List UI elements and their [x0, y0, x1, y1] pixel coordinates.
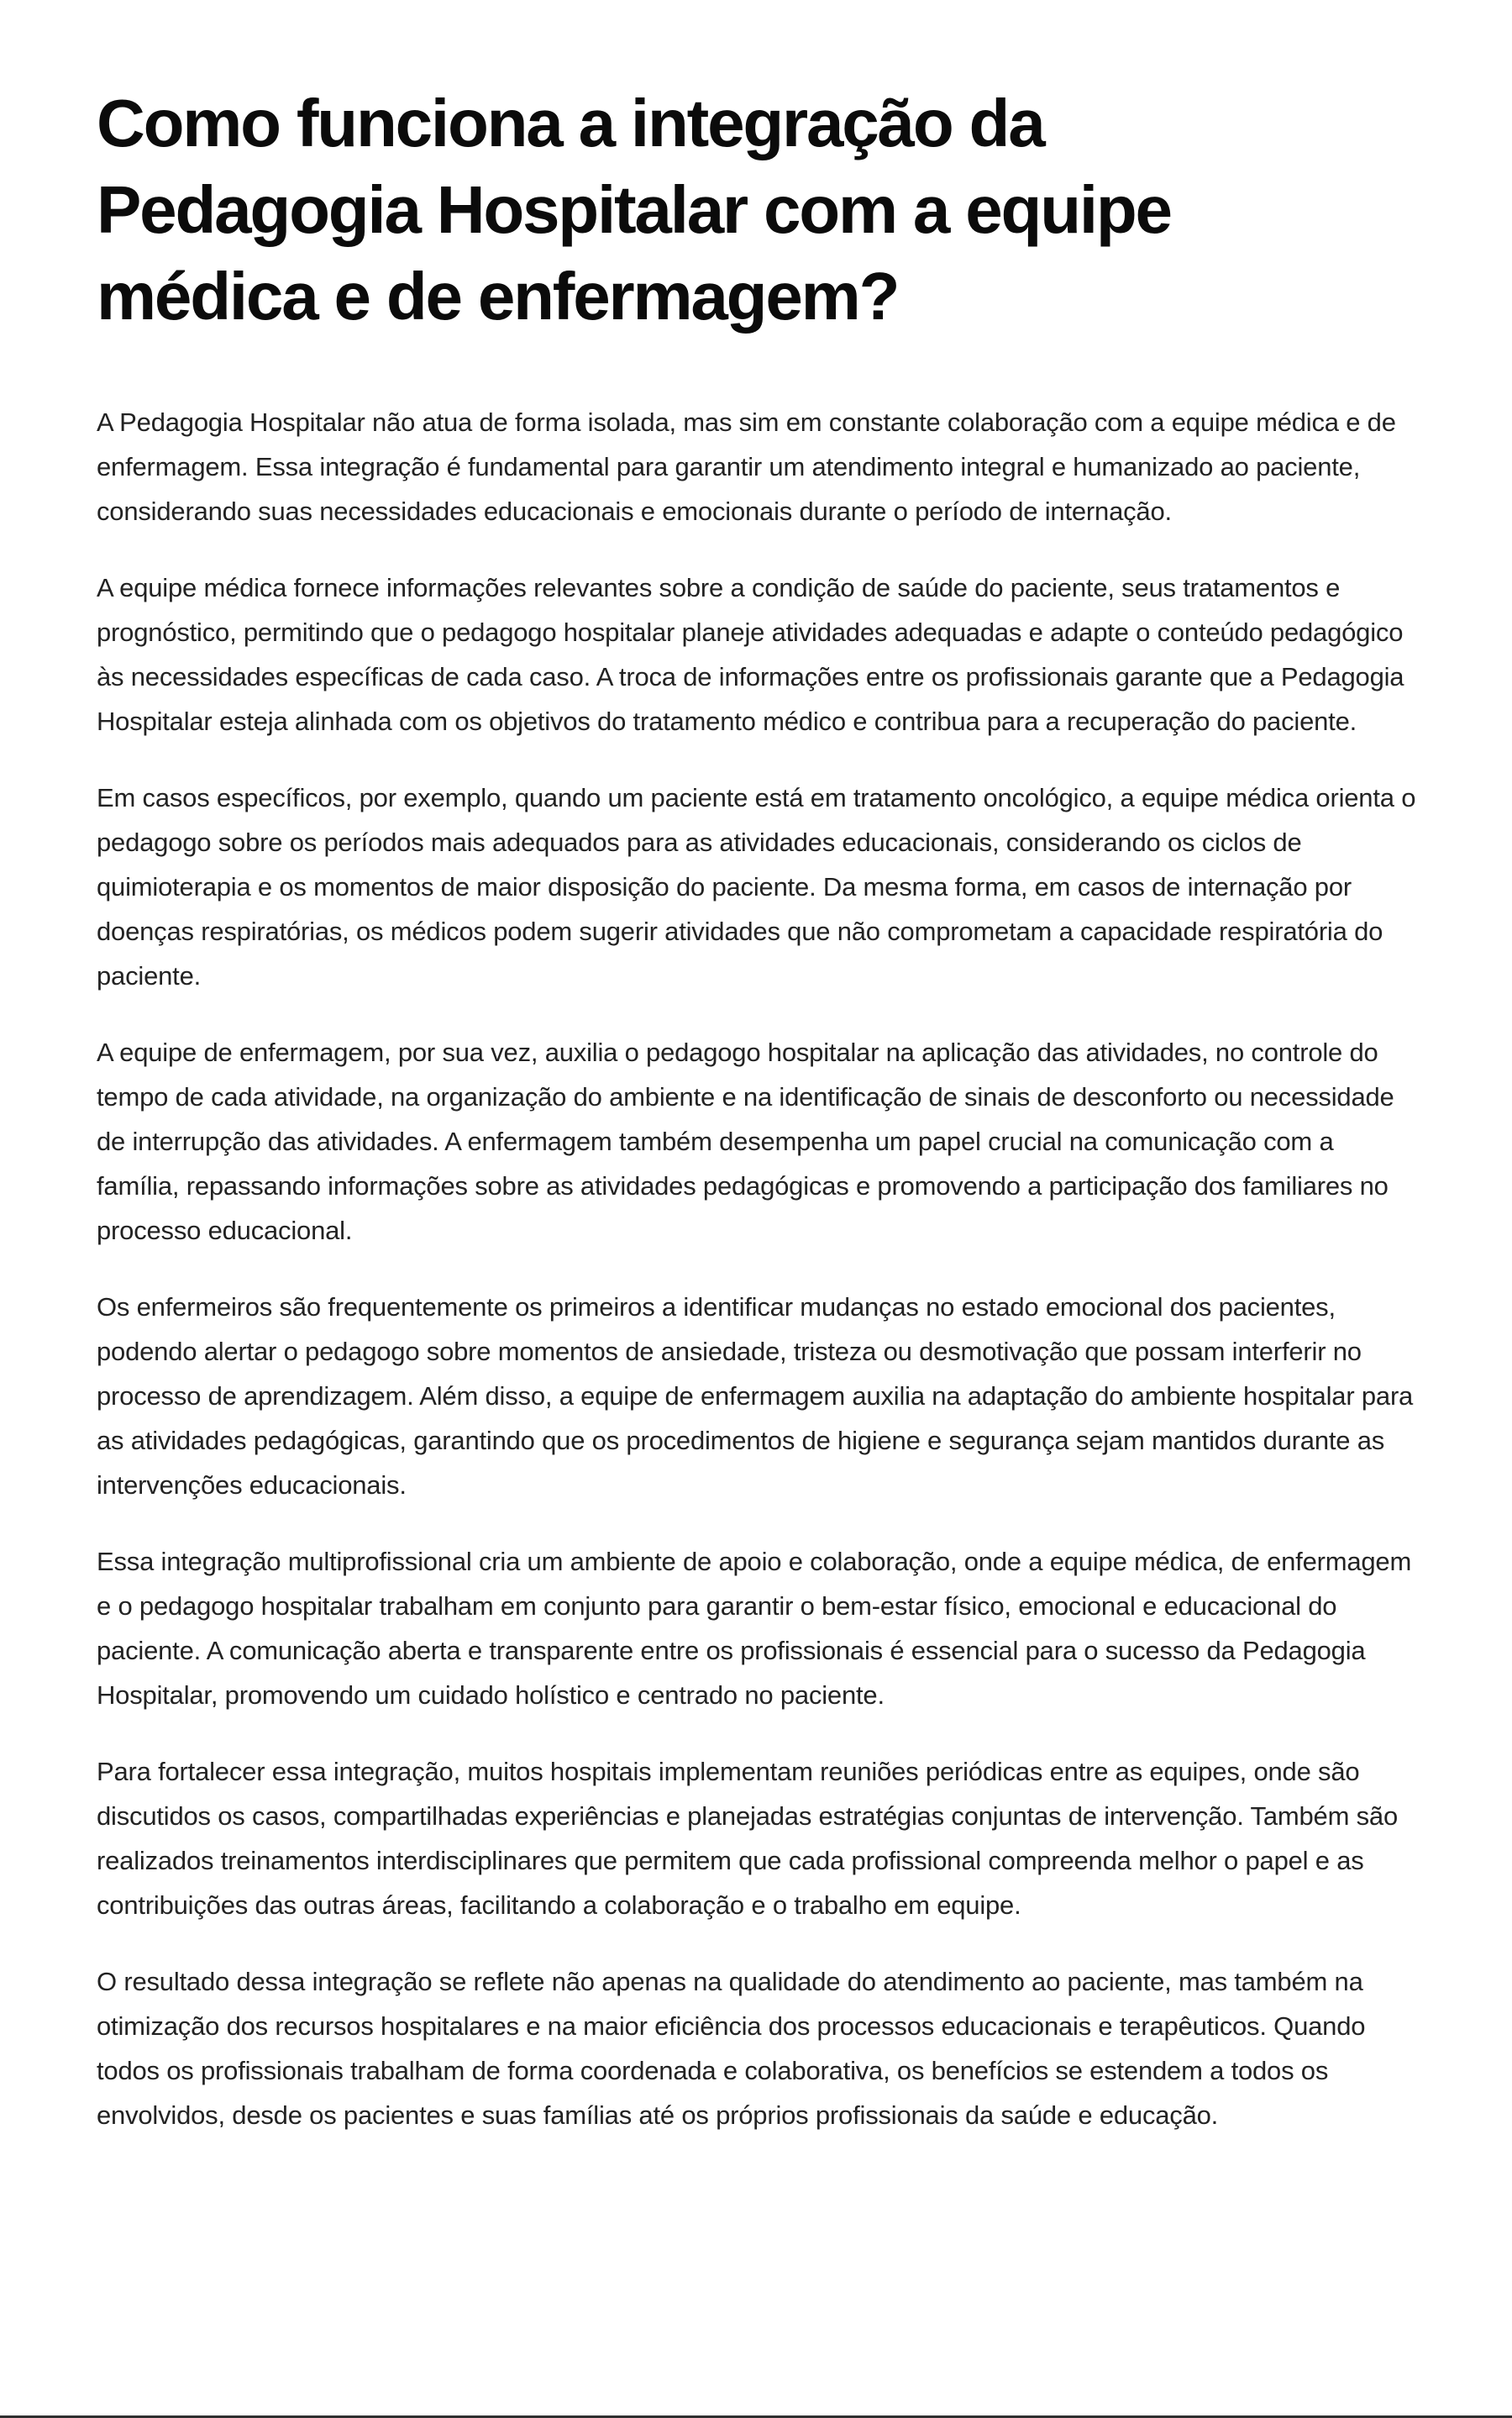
paragraph-5: Os enfermeiros são frequentemente os primeiros a identificar mudanças no estado emocional dos pacientes, podendo alertar o pedagogo sobre momentos de ansiedade, tristeza ou desmotivação que possam interferir no processo de aprendizagem. Além disso, a equipe de enfermagem auxilia na adaptação do ambiente hospitalar para as atividades pedagógicas, garantindo que os procedimentos de higiene e segurança sejam mantidos durante as intervenções educacionais.: [97, 1292, 1414, 1500]
article-title: Como funciona a integração da Pedagogia Hospitalar com a equipe médica e de enfermagem?: [97, 86, 1171, 334]
paragraph-3: Em casos específicos, por exemplo, quando um paciente está em tratamento oncológico, a equipe médica orienta o pedagogo sobre os períodos mais adequados para as atividades educacionais, considerando os ciclos de quimioterapia e os momentos de maior disposição do paciente. Da mesma forma, em casos de internação por doenças respiratórias, os médicos podem sugerir atividades que não comprometam a capacidade respiratória do paciente.: [97, 783, 1416, 991]
paragraph-2: A equipe médica fornece informações relevantes sobre a condição de saúde do paciente, seus tratamentos e prognóstico, permitindo que o pedagogo hospitalar planeje atividades adequadas e adapte o conteúdo pedagógico às necessidades específicas de cada caso. A troca de informações entre os profissionais garante que a Pedagogia Hospitalar esteja alinhada com os objetivos do tratamento médico e contribua para a recuperação do paciente.: [97, 573, 1404, 736]
article-body: [97, 400, 1420, 2137]
paragraph-4: A equipe de enfermagem, por sua vez, auxilia o pedagogo hospitalar na aplicação das atividades, no controle do tempo de cada atividade, na organização do ambiente e na identificação de sinais de desconforto ou necessidade de interrupção das atividades. A enfermagem também desempenha um papel crucial na comunicação com a família, repassando informações sobre as atividades pedagógicas e promovendo a participação dos familiares no processo educacional.: [97, 1038, 1394, 1245]
paragraph-6: Essa integração multiprofissional cria um ambiente de apoio e colaboração, onde a equipe médica, de enfermagem e o pedagogo hospitalar trabalham em conjunto para garantir o bem-estar físico, emocional e educacional do paciente. A comunicação aberta e transparente entre os profissionais é essencial para o sucesso da Pedagogia Hospitalar, promovendo um cuidado holístico e centrado no paciente.: [97, 1547, 1412, 1710]
paragraph-7: Para fortalecer essa integração, muitos hospitais implementam reuniões periódicas entre as equipes, onde são discutidos os casos, compartilhadas experiências e planejadas estratégias conjuntas de intervenção. Também são realizados treinamentos interdisciplinares que permitem que cada profissional compreenda melhor o papel e as contribuições das outras áreas, facilitando a colaboração e o trabalho em equipe.: [97, 1757, 1398, 1920]
article: [97, 80, 1420, 2169]
paragraph-1: A Pedagogia Hospitalar não atua de forma isolada, mas sim em constante colaboração com a equipe médica e de enfermagem. Essa integração é fundamental para garantir um atendimento integral e humanizado ao paciente, considerando suas necessidades educacionais e emocionais durante o período de internação.: [97, 407, 1396, 526]
paragraph-8: O resultado dessa integração se reflete não apenas na qualidade do atendimento ao paciente, mas também na otimização dos recursos hospitalares e na maior eficiência dos processos educacionais e terapêuticos. Quando todos os profissionais trabalham de forma coordenada e colaborativa, os benefícios se estendem a todos os envolvidos, desde os pacientes e suas famílias até os próprios profissionais da saúde e educação.: [97, 1967, 1366, 2130]
